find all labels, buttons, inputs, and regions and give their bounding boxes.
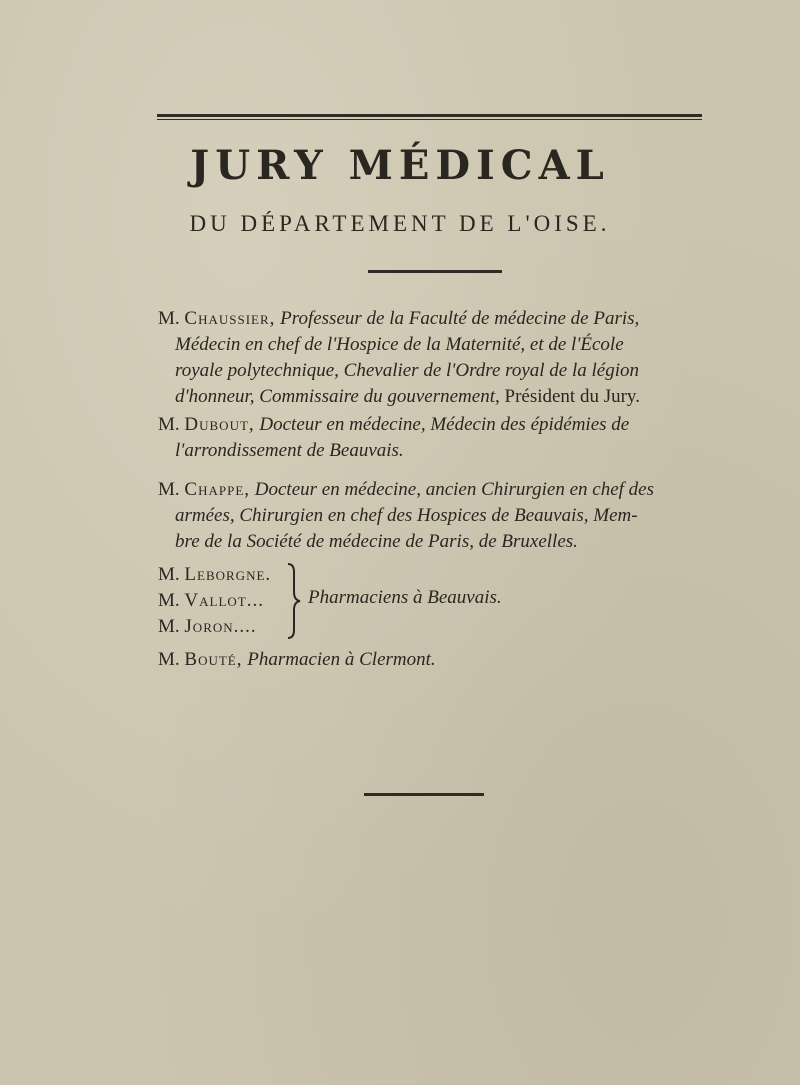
pharmacist-entry [158, 562, 271, 588]
jury-member-entry [158, 412, 718, 464]
member-prefix: M. [158, 590, 180, 611]
pharmacists-group [158, 562, 718, 642]
member-role: Pharmacien à Clermont. [247, 649, 436, 670]
top-double-rule [157, 114, 702, 120]
member-title-line: royale polytechnique, Chevalier de l'Ordre royal de la légion [175, 360, 639, 381]
member-title-line: l'arrondissement de Beauvais. [175, 440, 404, 461]
member-title-line: Médecin en chef de l'Hospice de la Maternité, et de l'École [175, 334, 624, 355]
member-name: Joron.... [184, 616, 257, 637]
page-subtitle: DU DÉPARTEMENT DE L'OISE. [189, 211, 611, 236]
member-name: Chaussier, [184, 308, 276, 329]
member-title-line: d'honneur, Commissaire du gouvernement, [175, 386, 500, 407]
member-name: Chappe, [184, 479, 251, 500]
member-prefix: M. [158, 649, 180, 670]
bottom-divider [364, 793, 484, 796]
member-name: Bouté, [184, 649, 243, 670]
jury-member-entry [158, 306, 718, 410]
pharmacist-entry [158, 588, 271, 614]
page-title: JURY MÉDICAL [190, 142, 610, 189]
member-prefix: M. [158, 308, 180, 329]
section-divider [368, 270, 502, 273]
member-prefix: M. [158, 564, 180, 585]
member-title-line: bre de la Société de médecine de Paris, de Bruxelles. [175, 531, 578, 552]
curly-brace-icon [284, 562, 304, 640]
member-title-line: armées, Chirurgien en chef des Hospices de Beauvais, Mem- [175, 505, 638, 526]
pharmacists-role: Pharmaciens à Beauvais. [308, 587, 502, 608]
member-prefix: M. [158, 479, 180, 500]
member-name: Vallot... [184, 590, 264, 611]
member-name: Dubout, [184, 414, 255, 435]
member-prefix: M. [158, 616, 180, 637]
member-title-line: Professeur de la Faculté de médecine de Paris, [280, 308, 640, 329]
member-title-line: Docteur en médecine, Médecin des épidémies de [259, 414, 630, 435]
member-name: Leborgne. [184, 564, 272, 585]
member-title-line: Docteur en médecine, ancien Chirurgien en chef des [254, 479, 654, 500]
pharmacist-entry [158, 614, 271, 640]
member-role: Président du Jury. [504, 386, 640, 407]
member-prefix: M. [158, 414, 180, 435]
jury-member-entry [158, 477, 718, 555]
jury-member-entry [158, 647, 718, 673]
